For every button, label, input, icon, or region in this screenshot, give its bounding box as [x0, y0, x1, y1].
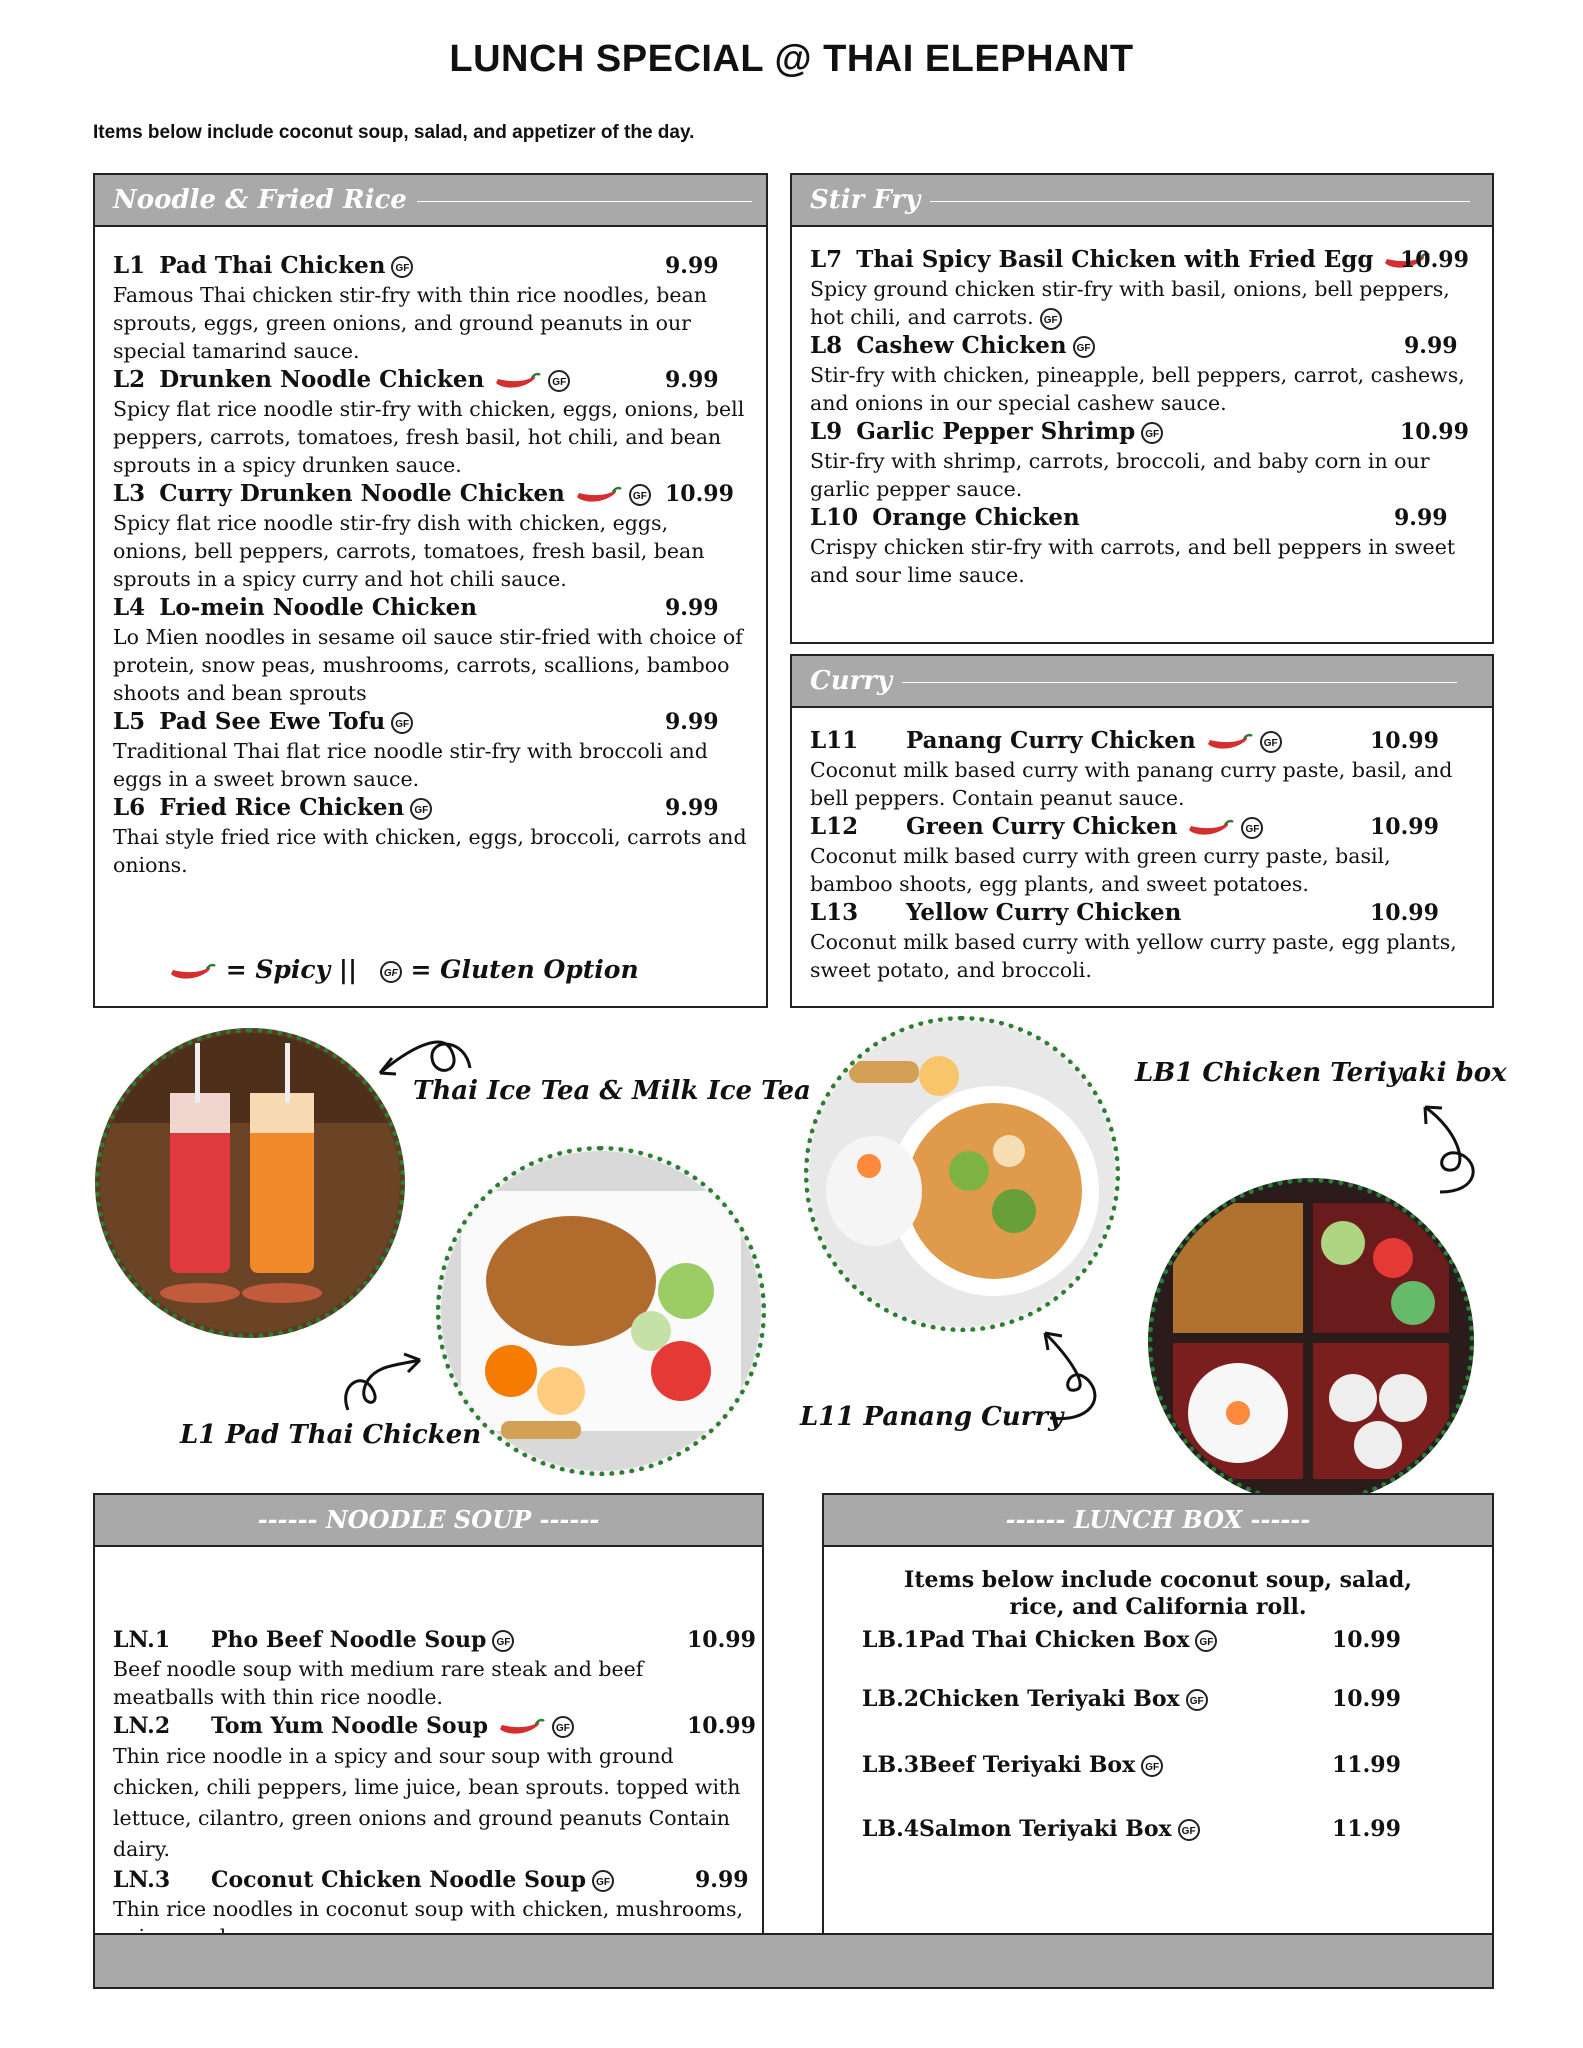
- thai-tea-caption: Thai Ice Tea & Milk Ice Tea: [413, 1076, 811, 1106]
- noodle-list: [113, 251, 748, 879]
- item-description: Thin rice noodles in coconut soup with chicken, mushrooms,: [113, 1897, 744, 1921]
- item-name: Orange Chicken: [872, 504, 1080, 531]
- noodle-heading: Noodle & Fried Rice: [95, 175, 766, 227]
- panang-curry-photo: [804, 1016, 1120, 1332]
- footer-bar: [93, 1933, 1494, 1989]
- item-price: 9.99: [665, 709, 719, 735]
- menu-item-l9: [810, 417, 1474, 503]
- menu-item-l6: [113, 793, 748, 879]
- item-code: L8: [810, 332, 843, 359]
- gluten-option-icon: GF: [391, 256, 413, 278]
- item-description: Beef noodle soup with medium rare steak and beef meatballs with thin rice noodle.: [113, 1657, 644, 1709]
- stirfry-heading: Stir Fry: [792, 175, 1492, 227]
- item-description: Spicy flat rice noodle stir-fry dish with chicken, eggs, onions, bell peppers, carrots, tomatoes, fresh basil, bean sprouts in a spicy curry and hot chili sauce.: [113, 511, 705, 591]
- noodle-soup-list: [113, 1625, 756, 1951]
- item-name: Chicken Teriyaki Box: [919, 1686, 1180, 1712]
- stirfry-list: [810, 245, 1474, 589]
- item-description: Spicy flat rice noodle stir-fry with chicken, eggs, onions, bell peppers, carrots, tomatoes, fresh basil, hot chili, and bean sprouts in a spicy drunken sauce.: [113, 397, 745, 477]
- menu-item-l1: [113, 251, 748, 365]
- item-code: L5: [113, 708, 146, 735]
- panang-curry-caption: L11 Panang Curry: [800, 1402, 1064, 1432]
- item-price: 10.99: [1370, 728, 1439, 754]
- menu-item-l7: [810, 245, 1474, 331]
- item-price: 9.99: [665, 367, 719, 393]
- gluten-option-icon: GF: [391, 712, 413, 734]
- item-price: 10.99: [687, 1627, 756, 1653]
- menu-item-ln1: [113, 1625, 756, 1711]
- item-price: 10.99: [1370, 900, 1439, 926]
- item-code: L1: [113, 252, 146, 279]
- gluten-option-icon: GF: [492, 1630, 514, 1652]
- pad-thai-caption: L1 Pad Thai Chicken: [180, 1420, 482, 1450]
- legend-gluten: = Gluten Option: [410, 955, 639, 984]
- item-code: L3: [113, 480, 146, 507]
- menu-item-lb3: [862, 1750, 1474, 1780]
- pad-thai-photo: [436, 1146, 766, 1476]
- curry-heading: Curry: [792, 656, 1492, 708]
- item-description: Crispy chicken stir-fry with carrots, and bell peppers in sweet and sour lime sauce.: [810, 535, 1456, 587]
- item-code: L7: [810, 246, 843, 273]
- item-code: L13: [810, 899, 859, 926]
- curly-arrow-icon: [338, 1350, 428, 1420]
- thai-tea-photo: [95, 1028, 405, 1338]
- item-description: Stir-fry with shrimp, carrots, broccoli, and baby corn in our garlic pepper sauce.: [810, 449, 1430, 501]
- item-name: Thai Spicy Basil Chicken with Fried Egg: [856, 246, 1374, 273]
- item-price: 9.99: [665, 253, 719, 279]
- item-description: Thin rice noodle in a spicy and sour soup with ground chicken, chili peppers, lime juice, bean sprouts. topped with lettuce, cilantro, green onions and ground peanuts Contain dairy.: [113, 1744, 741, 1861]
- item-code: L9: [810, 418, 843, 445]
- item-name: Fried Rice Chicken: [159, 794, 405, 821]
- thai-tea-illustration: [100, 1033, 400, 1333]
- legend-spicy: = Spicy ||: [225, 955, 358, 984]
- panang-curry-illustration: [809, 1021, 1115, 1327]
- item-name: Pad See Ewe Tofu: [159, 708, 386, 735]
- item-price: 9.99: [695, 1867, 749, 1893]
- lunch-box-panel: [822, 1493, 1494, 1937]
- item-price: 11.99: [1332, 1752, 1401, 1778]
- menu-item-lb4: [862, 1814, 1474, 1844]
- curly-arrow-icon: [370, 1028, 480, 1098]
- menu-item-l8: [810, 331, 1474, 417]
- menu-item-l10: [810, 503, 1474, 589]
- item-name: Pad Thai Chicken Box: [919, 1627, 1190, 1653]
- item-name: Panang Curry Chicken: [906, 727, 1196, 754]
- gluten-option-icon: GF: [1040, 308, 1062, 330]
- item-price: 10.99: [687, 1713, 756, 1739]
- item-code: LN.1: [113, 1627, 171, 1653]
- page-title: LUNCH SPECIAL @ THAI ELEPHANT: [449, 38, 1134, 80]
- item-code: LB.2: [862, 1686, 920, 1712]
- menu-item-l3: [113, 479, 748, 593]
- item-price: 10.99: [1332, 1686, 1401, 1712]
- item-price: 10.99: [1370, 814, 1439, 840]
- gluten-option-icon: GF: [1260, 731, 1282, 753]
- item-price: 9.99: [665, 595, 719, 621]
- chili-icon: [167, 960, 217, 984]
- item-description: Stir-fry with chicken, pineapple, bell peppers, carrot, cashews, and onions in our special cashew sauce.: [810, 363, 1465, 415]
- item-name: Pad Thai Chicken: [159, 252, 386, 279]
- gluten-option-icon: GF: [1195, 1630, 1217, 1652]
- gluten-option-icon: GF: [1186, 1689, 1208, 1711]
- noodle-soup-heading: ------ NOODLE SOUP ------: [95, 1495, 762, 1547]
- item-code: LN.3: [113, 1867, 171, 1893]
- item-name: Garlic Pepper Shrimp: [856, 418, 1136, 445]
- menu-item-lb1: [862, 1625, 1474, 1655]
- item-name: Cashew Chicken: [856, 332, 1067, 359]
- menu-item-l13: [810, 898, 1474, 984]
- menu-item-l4: [113, 593, 748, 707]
- item-name: Tom Yum Noodle Soup: [211, 1713, 488, 1739]
- curry-list: [810, 726, 1474, 984]
- item-code: LN.2: [113, 1713, 171, 1739]
- item-price: 9.99: [665, 795, 719, 821]
- chili-icon: [1185, 816, 1235, 840]
- item-description: Famous Thai chicken stir-fry with thin rice noodles, bean sprouts, eggs, green onions, and ground peanuts in our special tamarind sauce.: [113, 283, 707, 363]
- item-price: 9.99: [1394, 505, 1448, 531]
- gluten-option-icon: GF: [1178, 1819, 1200, 1841]
- item-description: Coconut milk based curry with panang curry paste, basil, and bell peppers. Contain peanut sauce.: [810, 758, 1453, 810]
- item-code: LB.1: [862, 1627, 920, 1653]
- chili-icon: [496, 1715, 546, 1739]
- lunch-box-list: [862, 1625, 1474, 1844]
- gluten-option-icon: GF: [410, 798, 432, 820]
- item-code: LB.3: [862, 1752, 920, 1778]
- menu-item-l12: [810, 812, 1474, 898]
- gluten-option-icon: GF: [380, 961, 402, 983]
- item-price: 10.99: [665, 481, 734, 507]
- item-description: Traditional Thai flat rice noodle stir-fry with broccoli and eggs in a sweet brown sauce.: [113, 739, 708, 791]
- item-description: Coconut milk based curry with green curry paste, basil, bamboo shoots, egg plants, and sweet potatoes.: [810, 844, 1391, 896]
- item-price: 11.99: [1332, 1816, 1401, 1842]
- teriyaki-box-photo: [1148, 1178, 1474, 1504]
- pad-thai-illustration: [441, 1151, 761, 1471]
- curly-arrow-icon: [1030, 1318, 1110, 1428]
- chili-icon: [573, 483, 623, 507]
- menu-item-ln2: [113, 1711, 756, 1865]
- item-code: LB.4: [862, 1816, 920, 1842]
- item-code: L10: [810, 504, 859, 531]
- teriyaki-box-illustration: [1153, 1183, 1469, 1499]
- item-code: L4: [113, 594, 146, 621]
- menu-item-l5: [113, 707, 748, 793]
- menu-item-l2: [113, 365, 748, 479]
- item-code: L11: [810, 727, 859, 754]
- gluten-option-icon: GF: [548, 370, 570, 392]
- curly-arrow-icon: [1410, 1092, 1490, 1202]
- item-name: Drunken Noodle Chicken: [159, 366, 485, 393]
- teriyaki-box-caption: LB1 Chicken Teriyaki box: [1135, 1058, 1507, 1088]
- gluten-option-icon: GF: [1073, 336, 1095, 358]
- item-name: Pho Beef Noodle Soup: [211, 1627, 487, 1653]
- noodle-soup-panel: [93, 1493, 764, 1937]
- item-price: 9.99: [1404, 333, 1458, 359]
- lunch-box-intro: Items below include coconut soup, salad, rice, and California roll.: [904, 1567, 1412, 1620]
- item-name: Lo-mein Noodle Chicken: [159, 594, 477, 621]
- item-name: Curry Drunken Noodle Chicken: [159, 480, 565, 507]
- lunch-box-heading: ------ LUNCH BOX ------: [824, 1495, 1492, 1547]
- item-description: Spicy ground chicken stir-fry with basil, onions, bell peppers, hot chili, and carrots. GF: [810, 277, 1450, 329]
- gluten-option-icon: GF: [552, 1716, 574, 1738]
- page-subtitle: Items below include coconut soup, salad, and appetizer of the day.: [93, 122, 695, 143]
- item-name: Coconut Chicken Noodle Soup: [211, 1867, 587, 1893]
- item-name: Green Curry Chicken: [906, 813, 1178, 840]
- item-price: 10.99: [1332, 1627, 1401, 1653]
- stirfry-panel: [790, 173, 1494, 644]
- gluten-option-icon: GF: [592, 1870, 614, 1892]
- gluten-option-icon: GF: [1141, 422, 1163, 444]
- legend: [167, 955, 639, 984]
- chili-icon: [1204, 730, 1254, 754]
- item-price: 10.99: [1400, 247, 1469, 273]
- item-description: Thai style fried rice with chicken, eggs, broccoli, carrots and onions.: [113, 825, 747, 877]
- menu-item-lb2: [862, 1684, 1474, 1714]
- gluten-option-icon: GF: [1141, 1755, 1163, 1777]
- item-code: L6: [113, 794, 146, 821]
- item-name: Salmon Teriyaki Box: [919, 1816, 1172, 1842]
- gluten-option-icon: GF: [629, 484, 651, 506]
- item-description: Lo Mien noodles in sesame oil sauce stir-fried with choice of protein, snow peas, mushrooms, carrots, scallions, bamboo shoots and bean sprouts: [113, 625, 743, 705]
- curry-panel: [790, 654, 1494, 1008]
- item-name: Yellow Curry Chicken: [906, 899, 1182, 926]
- noodle-panel: [93, 173, 768, 1008]
- chili-icon: [492, 369, 542, 393]
- item-price: 10.99: [1400, 419, 1469, 445]
- item-code: L2: [113, 366, 146, 393]
- menu-item-l11: [810, 726, 1474, 812]
- item-code: L12: [810, 813, 859, 840]
- gluten-option-icon: GF: [1241, 817, 1263, 839]
- item-name: Beef Teriyaki Box: [919, 1752, 1136, 1778]
- item-description: Coconut milk based curry with yellow curry paste, egg plants, sweet potato, and broccoli.: [810, 930, 1457, 982]
